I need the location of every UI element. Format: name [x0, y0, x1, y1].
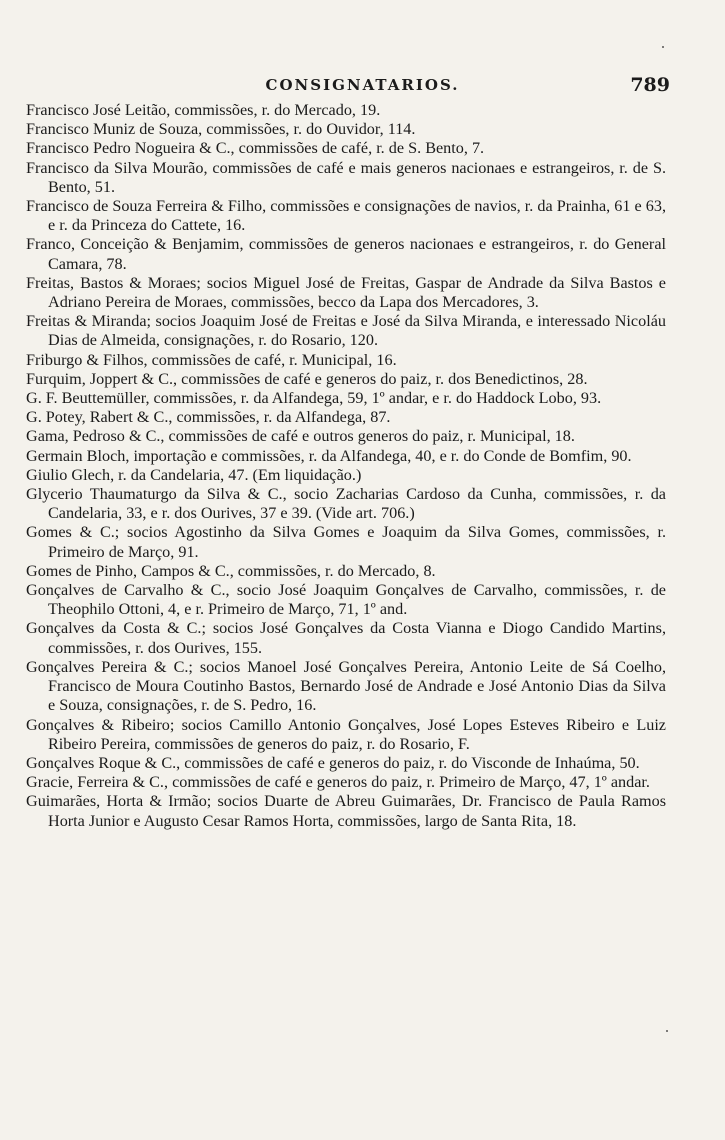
list-entry: Gama, Pedroso & C., commissões de café e outros generos do paiz, r. Municipal, 18. — [26, 427, 575, 446]
list-entry: Friburgo & Filhos, commissões de café, r. Municipal, 16. — [26, 350, 397, 369]
list-entry: Francisco Pedro Nogueira & C., commissões de café, r. de S. Bento, 7. — [26, 139, 485, 158]
list-entry: Gonçalves Roque & C., commissões de café e generos do paiz, r. do Visconde de Inhaúma, 50. — [26, 753, 640, 772]
list-entry: Glycerio Thaumaturgo da Silva & C., socio Zacharias Cardoso da Cunha, commissões, r. da Candelaria, 33, e r. dos Ourives, 37 e 39. (Vide art. 706.) — [26, 485, 666, 523]
list-entry: Freitas & Miranda; socios Joaquim José de Freitas e José da Silva Miranda, e interessado Nicoláu Dias de Almeida, consignações, r. do Rosario, 120. — [26, 312, 666, 350]
list-entry: Gomes de Pinho, Campos & C., commissões, r. do Mercado, 8. — [26, 561, 436, 580]
list-entry: Freitas, Bastos & Moraes; socios Miguel José de Freitas, Gaspar de Andrade da Silva Bastos e Adriano Pereira de Moraes, commissões, becco da Lapa dos Mercadores, 3. — [26, 273, 666, 312]
list-entry: Francisco José Leitão, commissões, r. do Mercado, 19. — [26, 101, 381, 119]
list-entry: Giulio Glech, r. da Candelaria, 47. (Em liquidação.) — [26, 465, 362, 484]
running-title: CONSIGNATARIOS. — [265, 76, 460, 94]
paper-speck — [662, 46, 664, 48]
list-entry: G. F. Beuttemüller, commissões, r. da Alfandega, 59, 1º andar, e r. do Haddock Lobo, 93. — [26, 389, 602, 408]
consignee-list — [26, 101, 666, 831]
list-entry: Gracie, Ferreira & C., commissões de café e generos do paiz, r. Primeiro de Março, 47, 1º andar. — [26, 773, 650, 792]
page-header — [0, 74, 725, 98]
paper-speck — [666, 1030, 668, 1032]
list-entry: Francisco Muniz de Souza, commissões, r. do Ouvidor, 114. — [26, 120, 416, 139]
list-entry: Gonçalves de Carvalho & C., socio José Joaquim Gonçalves de Carvalho, commissões, r. de Theophilo Ottoni, 4, e r. Primeiro de Março, 71, 1º and. — [26, 581, 666, 619]
list-entry: Furquim, Joppert & C., commissões de café e generos do paiz, r. dos Benedictinos, 28. — [26, 369, 588, 388]
list-entry: Gonçalves Pereira & C.; socios Manoel José Gonçalves Pereira, Antonio Leite de Sá Coelho, Francisco de Moura Coutinho Bastos, Bernardo José de Andrade e José Antonio Dias da Silva e Souza, consignações, r. de S. Pedro, 16. — [26, 657, 666, 715]
list-entry: Guimarães, Horta & Irmão; socios Duarte de Abreu Guimarães, Dr. Francisco de Paula Ramos Horta Junior e Augusto Cesar Ramos Horta, commissões, largo de Santa Rita, 18. — [26, 792, 666, 830]
list-entry: G. Potey, Rabert & C., commissões, r. da Alfandega, 87. — [26, 408, 391, 427]
list-entry: Gonçalves & Ribeiro; socios Camillo Antonio Gonçalves, José Lopes Esteves Ribeiro e Luiz Ribeiro Pereira, commissões de generos do paiz, r. do Rosario, F. — [26, 715, 666, 753]
list-entry: Germain Bloch, importação e commissões, r. da Alfandega, 40, e r. do Conde de Bomfim, 90. — [26, 446, 632, 465]
list-entry: Francisco da Silva Mourão, commissões de café e mais generos nacionaes e estrangeiros, r. de S. Bento, 51. — [26, 158, 666, 196]
list-entry: Gomes & C.; socios Agostinho da Silva Gomes e Joaquim da Silva Gomes, commissões, r. Primeiro de Março, 91. — [26, 523, 666, 561]
list-entry: Franco, Conceição & Benjamim, commissões de generos nacionaes e estrangeiros, r. do General Camara, 78. — [26, 235, 666, 273]
page-number: 789 — [630, 74, 670, 96]
list-entry: Francisco de Souza Ferreira & Filho, commissões e consignações de navios, r. da Prainha, 61 e 63, e r. da Princeza do Cattete, 16. — [26, 197, 666, 235]
list-entry: Gonçalves da Costa & C.; socios José Gonçalves da Costa Vianna e Diogo Candido Martins, commissões, r. dos Ourives, 155. — [26, 619, 666, 657]
